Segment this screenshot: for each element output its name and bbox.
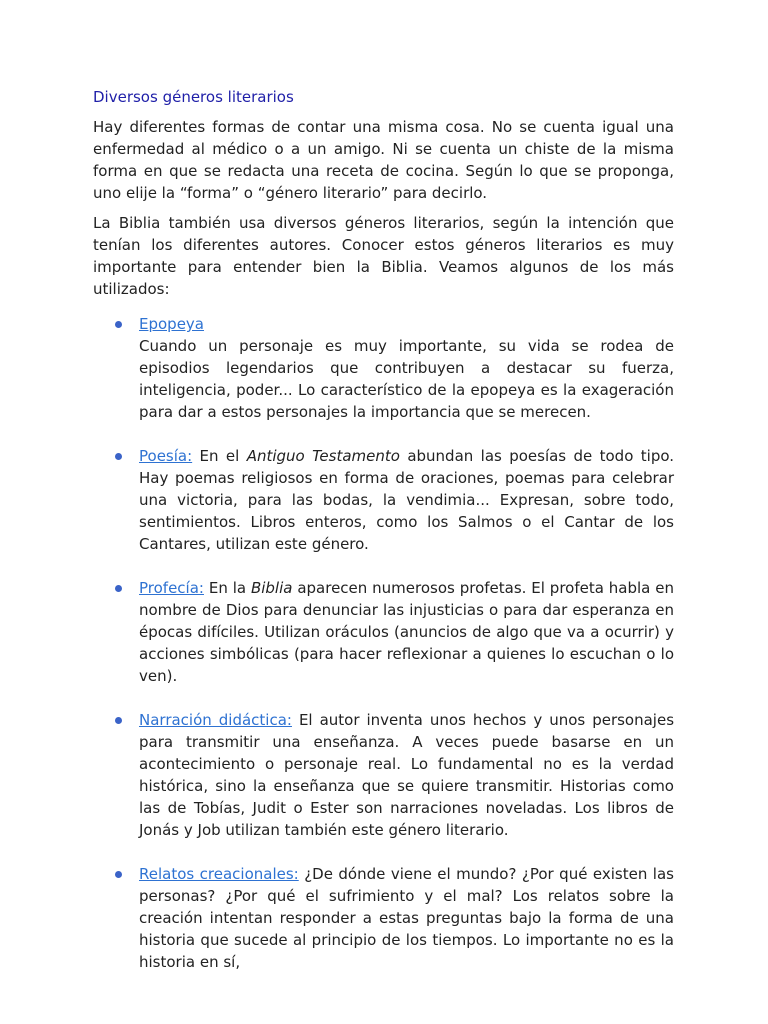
bullet-icon <box>115 717 122 724</box>
list-item-profecia <box>93 577 674 687</box>
genre-description: ¿De dónde viene el mundo? ¿Por qué existen las personas? ¿Por qué el sufrimiento y el mal? Los relatos sobre la creación intentan responder a estas preguntas bajo la forma de una historia que sucede al principio de los tiempos. Lo importante no es la historia en sí, <box>139 865 674 971</box>
link-profecia[interactable]: Profecía: <box>139 579 204 597</box>
bullet-icon <box>115 453 122 460</box>
genre-list <box>93 313 674 973</box>
bullet-icon <box>115 321 122 328</box>
link-narracion-didactica[interactable]: Narración didáctica: <box>139 711 292 729</box>
genre-description: Cuando un personaje es muy importante, su vida se rodea de episodios legendarios que contribuyen a destacar su fuerza, inteligencia, poder... Lo característico de la epopeya es la exageración para dar a estos personajes la importancia que se merecen. <box>139 337 674 421</box>
list-item-relatos-creacionales <box>93 863 674 973</box>
genre-description-start: En la <box>203 579 251 597</box>
genre-description-end: abundan las poesías de todo tipo. Hay poemas religiosos en forma de oraciones, poemas para celebrar una victoria, para las bodas, la vendimia... Expresan, sobre todo, sentimientos. Libros enteros, como los Salmos o el Cantar de los Cantares, utilizan este género. <box>139 447 675 553</box>
list-item-poesia <box>93 445 674 555</box>
list-item-narracion-didactica <box>93 709 674 841</box>
genre-description-start: En el <box>192 447 247 465</box>
genre-description: El autor inventa unos hechos y unos personajes para transmitir una enseñanza. A veces puede basarse en un acontecimiento o personaje real. Lo fundamental no es la verdad histórica, sino la enseñanza que se quiere transmitir. Historias como las de Tobías, Judit o Ester son narraciones noveladas. Los libros de Jonás y Job utilizan también este género literario. <box>139 711 675 839</box>
genre-description-italic: Biblia <box>250 579 293 597</box>
document-title: Diversos géneros literarios <box>93 88 294 106</box>
document-page <box>93 86 674 995</box>
link-relatos-creacionales[interactable]: Relatos creacionales: <box>139 865 299 883</box>
genre-description-end: aparecen numerosos profetas. El profeta habla en nombre de Dios para denunciar las injusticias o para dar esperanza en épocas difíciles. Utilizan oráculos (anuncios de algo que va a ocurrir) y acciones simbólicas (para hacer reflexionar a quienes lo escuchan o lo ven). <box>139 579 674 685</box>
bullet-icon <box>115 585 122 592</box>
link-epopeya[interactable]: Epopeya <box>139 315 204 333</box>
bullet-icon <box>115 871 122 878</box>
intro-paragraph-1: Hay diferentes formas de contar una misma cosa. No se cuenta igual una enfermedad al médico o a un amigo. Ni se cuenta un chiste de la misma forma en que se redacta una receta de cocina. Según lo que se proponga, uno elije la “forma” o “género literario” para decirlo. <box>93 118 674 202</box>
intro-paragraph-2: La Biblia también usa diversos géneros literarios, según la intención que tenían los diferentes autores. Conocer estos géneros literarios es muy importante para entender bien la Biblia. Veamos algunos de los más utilizados: <box>93 214 674 298</box>
list-item-epopeya <box>93 313 674 423</box>
link-poesia[interactable]: Poesía: <box>139 447 193 465</box>
genre-description-italic: Antiguo Testamento <box>246 447 400 465</box>
